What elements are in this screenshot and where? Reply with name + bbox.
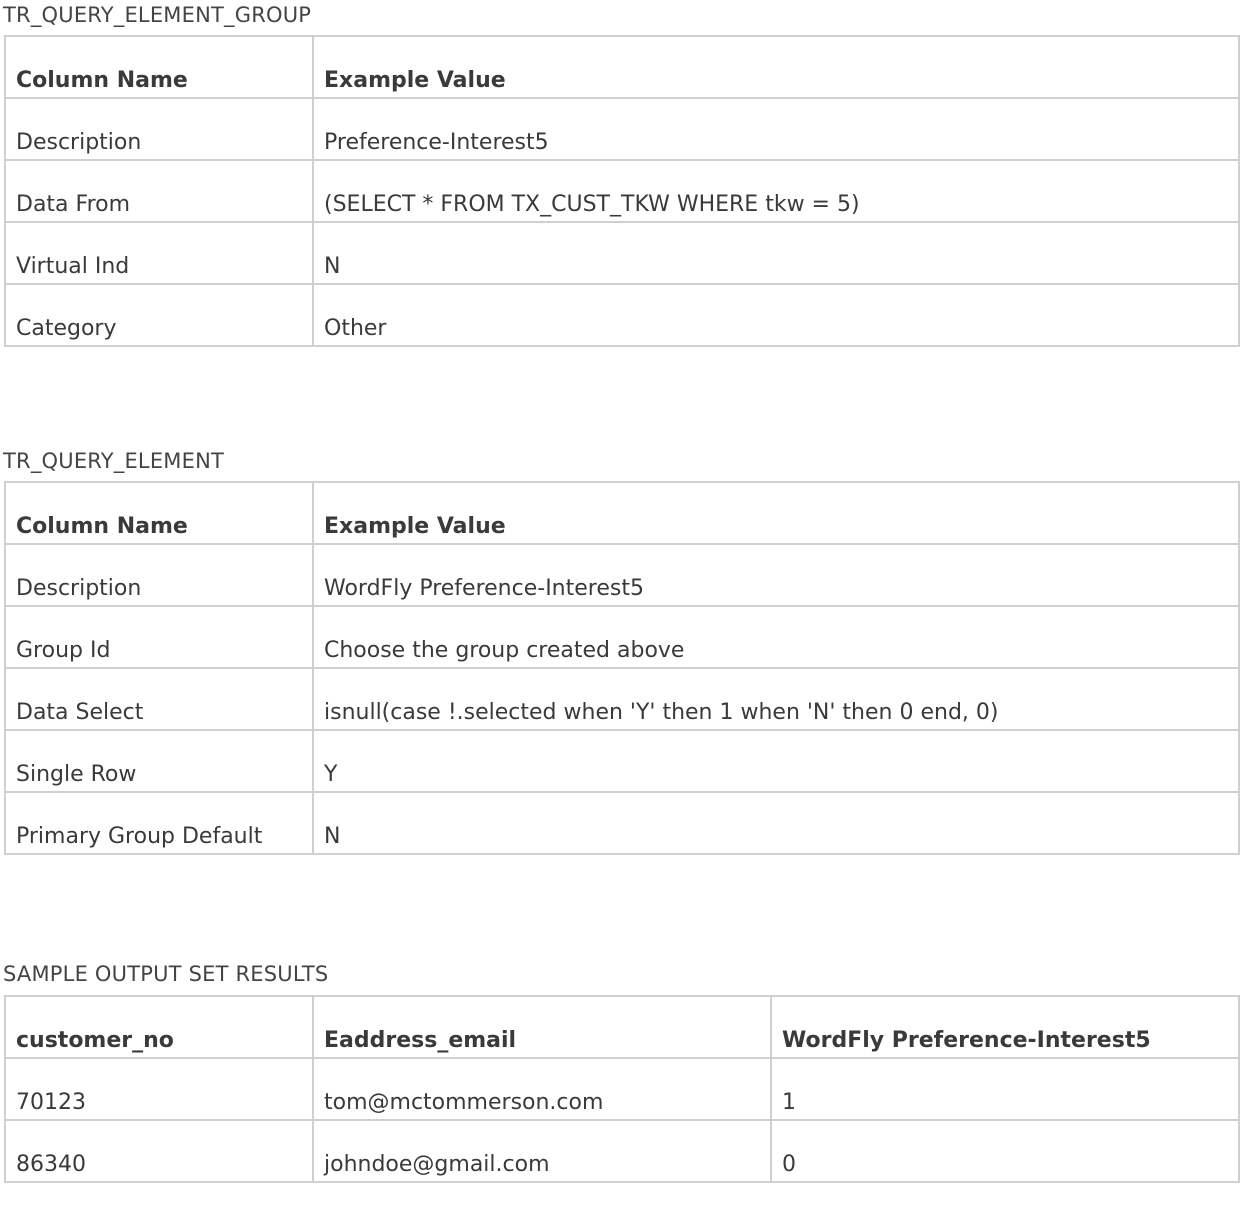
cell-column-name: Category: [5, 284, 313, 346]
table-row: [5, 606, 1239, 668]
table-row: [5, 544, 1239, 606]
cell-example-value: Y: [313, 730, 1239, 792]
cell-example-value: N: [313, 792, 1239, 854]
cell-example-value: Other: [313, 284, 1239, 346]
cell-example-value: WordFly Preference-Interest5: [313, 544, 1239, 606]
cell-example-value: Choose the group created above: [313, 606, 1239, 668]
cell-column-name: Description: [5, 98, 313, 160]
cell-customer-no: 86340: [5, 1120, 313, 1182]
column-header-eaddress-email: Eaddress_email: [313, 996, 771, 1058]
table-row: [5, 730, 1239, 792]
table-row: [5, 668, 1239, 730]
section-title-query-element: TR_QUERY_ELEMENT: [3, 449, 225, 473]
section-title-query-element-group: TR_QUERY_ELEMENT_GROUP: [3, 3, 312, 27]
cell-column-name: Single Row: [5, 730, 313, 792]
query-element-table: [4, 481, 1240, 855]
table-header-row: [5, 996, 1239, 1058]
cell-column-name: Description: [5, 544, 313, 606]
cell-example-value: isnull(case !.selected when 'Y' then 1 when 'N' then 0 end, 0): [313, 668, 1239, 730]
column-header-example-value: Example Value: [313, 36, 1239, 98]
cell-example-value: Preference-Interest5: [313, 98, 1239, 160]
table-row: [5, 160, 1239, 222]
cell-email: johndoe@gmail.com: [313, 1120, 771, 1182]
cell-preference-value: 1: [771, 1058, 1239, 1120]
column-header-column-name: Column Name: [5, 482, 313, 544]
table-row: [5, 222, 1239, 284]
table-row: [5, 1120, 1239, 1182]
cell-column-name: Primary Group Default: [5, 792, 313, 854]
cell-column-name: Virtual Ind: [5, 222, 313, 284]
cell-customer-no: 70123: [5, 1058, 313, 1120]
table-row: [5, 284, 1239, 346]
cell-preference-value: 0: [771, 1120, 1239, 1182]
column-header-example-value: Example Value: [313, 482, 1239, 544]
section-title-sample-output: SAMPLE OUTPUT SET RESULTS: [3, 962, 329, 986]
table-header-row: [5, 36, 1239, 98]
cell-column-name: Group Id: [5, 606, 313, 668]
table-row: [5, 792, 1239, 854]
cell-column-name: Data Select: [5, 668, 313, 730]
cell-email: tom@mctommerson.com: [313, 1058, 771, 1120]
column-header-customer-no: customer_no: [5, 996, 313, 1058]
query-element-group-table: [4, 35, 1240, 347]
column-header-column-name: Column Name: [5, 36, 313, 98]
table-row: [5, 1058, 1239, 1120]
column-header-wordfly-preference: WordFly Preference-Interest5: [771, 996, 1239, 1058]
table-row: [5, 98, 1239, 160]
table-header-row: [5, 482, 1239, 544]
cell-example-value: (SELECT * FROM TX_CUST_TKW WHERE tkw = 5): [313, 160, 1239, 222]
cell-example-value: N: [313, 222, 1239, 284]
sample-output-table: [4, 995, 1240, 1183]
cell-column-name: Data From: [5, 160, 313, 222]
